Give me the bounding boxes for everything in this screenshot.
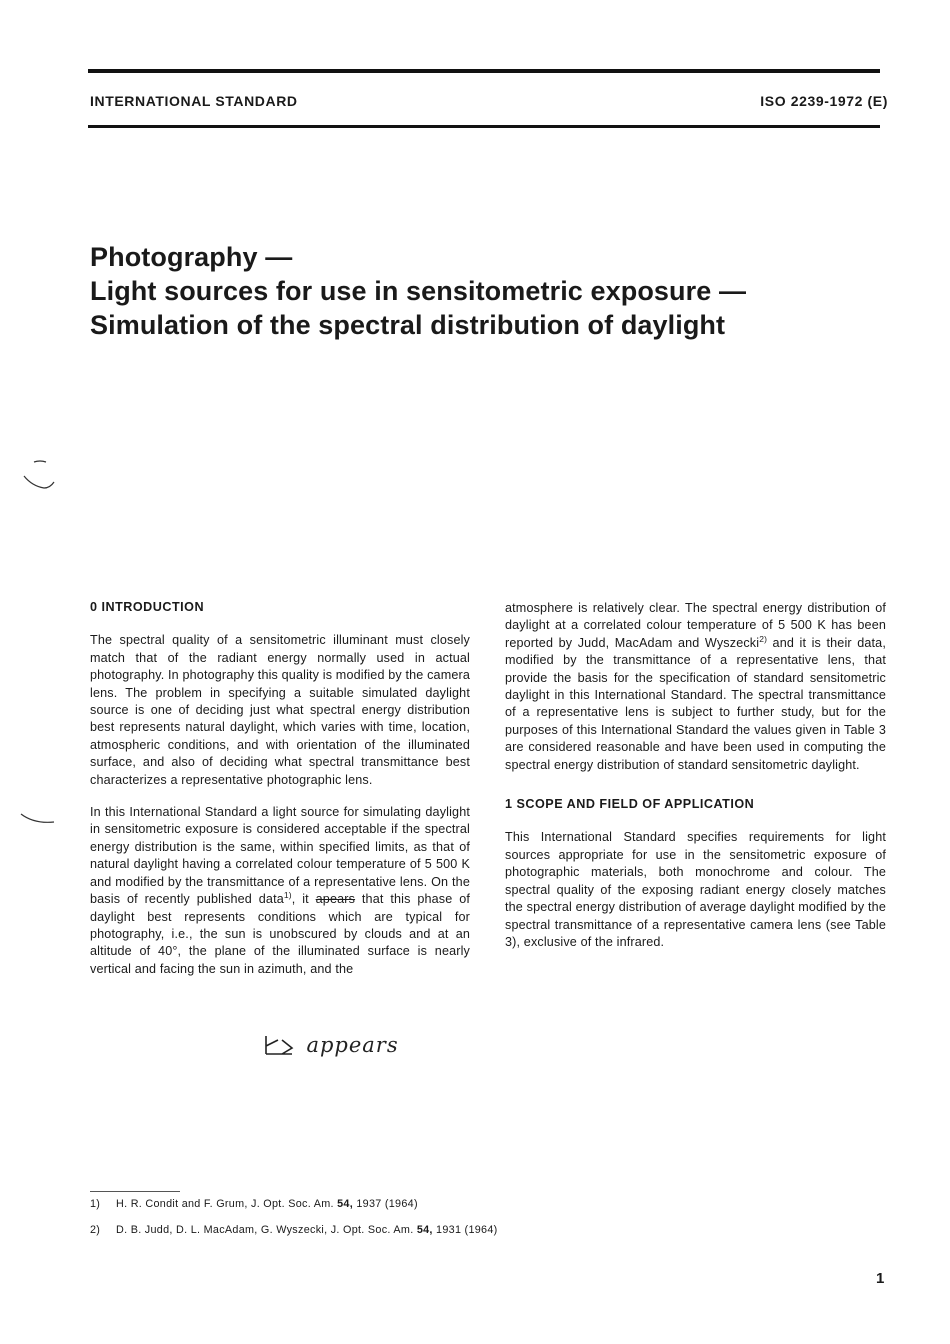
introduction-paragraph-1: The spectral quality of a sensitometric illuminant must closely match that of the radiant energy normally used in actual photography. In photography this quality is modified by the camera lens. The problem in specifying a suitable simulated daylight source is one of deciding just what spectral energy distribution best represents natural daylight, which varies with time, location, atmospheric conditions, and with orientation of the illuminated surface, and also of deciding what spectral transmittance best characterizes a representative photographic lens. bbox=[90, 633, 471, 787]
introduction-continuation: atmosphere is relatively clear. The spectral energy distribution of daylight at a correlated colour temperature of 5 500 K has been reported by Judd, MacAdam and Wyszecki$^{2)}$ and it is their data, modified by the transmittance of a representative lens, that provide the basis for the specification of standard sensitometric daylight in this International Standard. The spectral transmittance of a representative lens is subject to further study, but for the purposes of this International Standard the values given in Table 3 are considered reasonable and have been used in computing the spectral energy distribution of standard sensitometric daylight. bbox=[505, 601, 886, 772]
footnote-1: 1) H. R. Condit and F. Grum, J. Opt. Soc. Am. 54, 1937 (1964) bbox=[90, 1198, 418, 1210]
right-column bbox=[505, 600, 886, 966]
introduction-paragraph-2: In this International Standard a light source for simulating daylight in sensitometric exposure is considered acceptable if the spectral energy distribution is the same, within specified limits, as that of natural daylight having a correlated colour temperature of 5 500 K and modified by the transmittance of a representative lens. On the basis of recently published data$^{1)}$, it apears that this phase of daylight best represents conditions which are typical for photography, i.e., the sun is unobscured by clouds and at an altitude of 40°, the plane of the illuminated surface is nearly vertical and facing the sun in azimuth, and the bbox=[90, 805, 471, 976]
section-1-heading: 1 SCOPE AND FIELD OF APPLICATION bbox=[505, 797, 755, 812]
handwritten-word: appears bbox=[306, 1033, 399, 1057]
title-line-2: Light sources for use in sensitometric exposure — bbox=[90, 276, 747, 306]
header-standard-label: INTERNATIONAL STANDARD bbox=[90, 93, 298, 109]
title-line-3: Simulation of the spectral distribution of daylight bbox=[90, 310, 726, 340]
footnote-rule bbox=[90, 1191, 180, 1192]
left-column bbox=[90, 599, 470, 993]
header-bottom-rule bbox=[88, 125, 880, 128]
footnote-2: 2) D. B. Judd, D. L. MacAdam, G. Wyszecki, J. Opt. Soc. Am. 54, 1931 (1964) bbox=[90, 1224, 498, 1236]
footnotes bbox=[90, 1196, 498, 1248]
margin-mark-icon-2 bbox=[18, 808, 58, 830]
page-number: 1 bbox=[876, 1270, 885, 1287]
top-rule bbox=[88, 69, 880, 73]
section-0-heading: 0 INTRODUCTION bbox=[90, 600, 205, 614]
footnote-ref-1: 1) bbox=[283, 889, 292, 900]
footnote-ref-2: 2) bbox=[759, 633, 768, 644]
struck-word: apears bbox=[315, 892, 356, 907]
header-document-number: ISO 2239-1972 (E) bbox=[760, 93, 888, 109]
scope-paragraph: This International Standard specifies requirements for light sources appropriate for use in the sensitometric exposure of photographic materials, both monochrome and colour. The spectral quality of the exposing radiant energy closely matches the spectral energy distribution of average daylight modified by the spectral transmittance of a representative camera lens (see Table 3), exclusive of the infrared. bbox=[505, 830, 886, 949]
insertion-mark-icon bbox=[262, 1032, 296, 1058]
title-line-1: Photography — bbox=[90, 242, 293, 272]
document-title bbox=[90, 240, 890, 342]
margin-mark-icon bbox=[20, 456, 60, 492]
handwritten-correction bbox=[262, 1032, 399, 1058]
